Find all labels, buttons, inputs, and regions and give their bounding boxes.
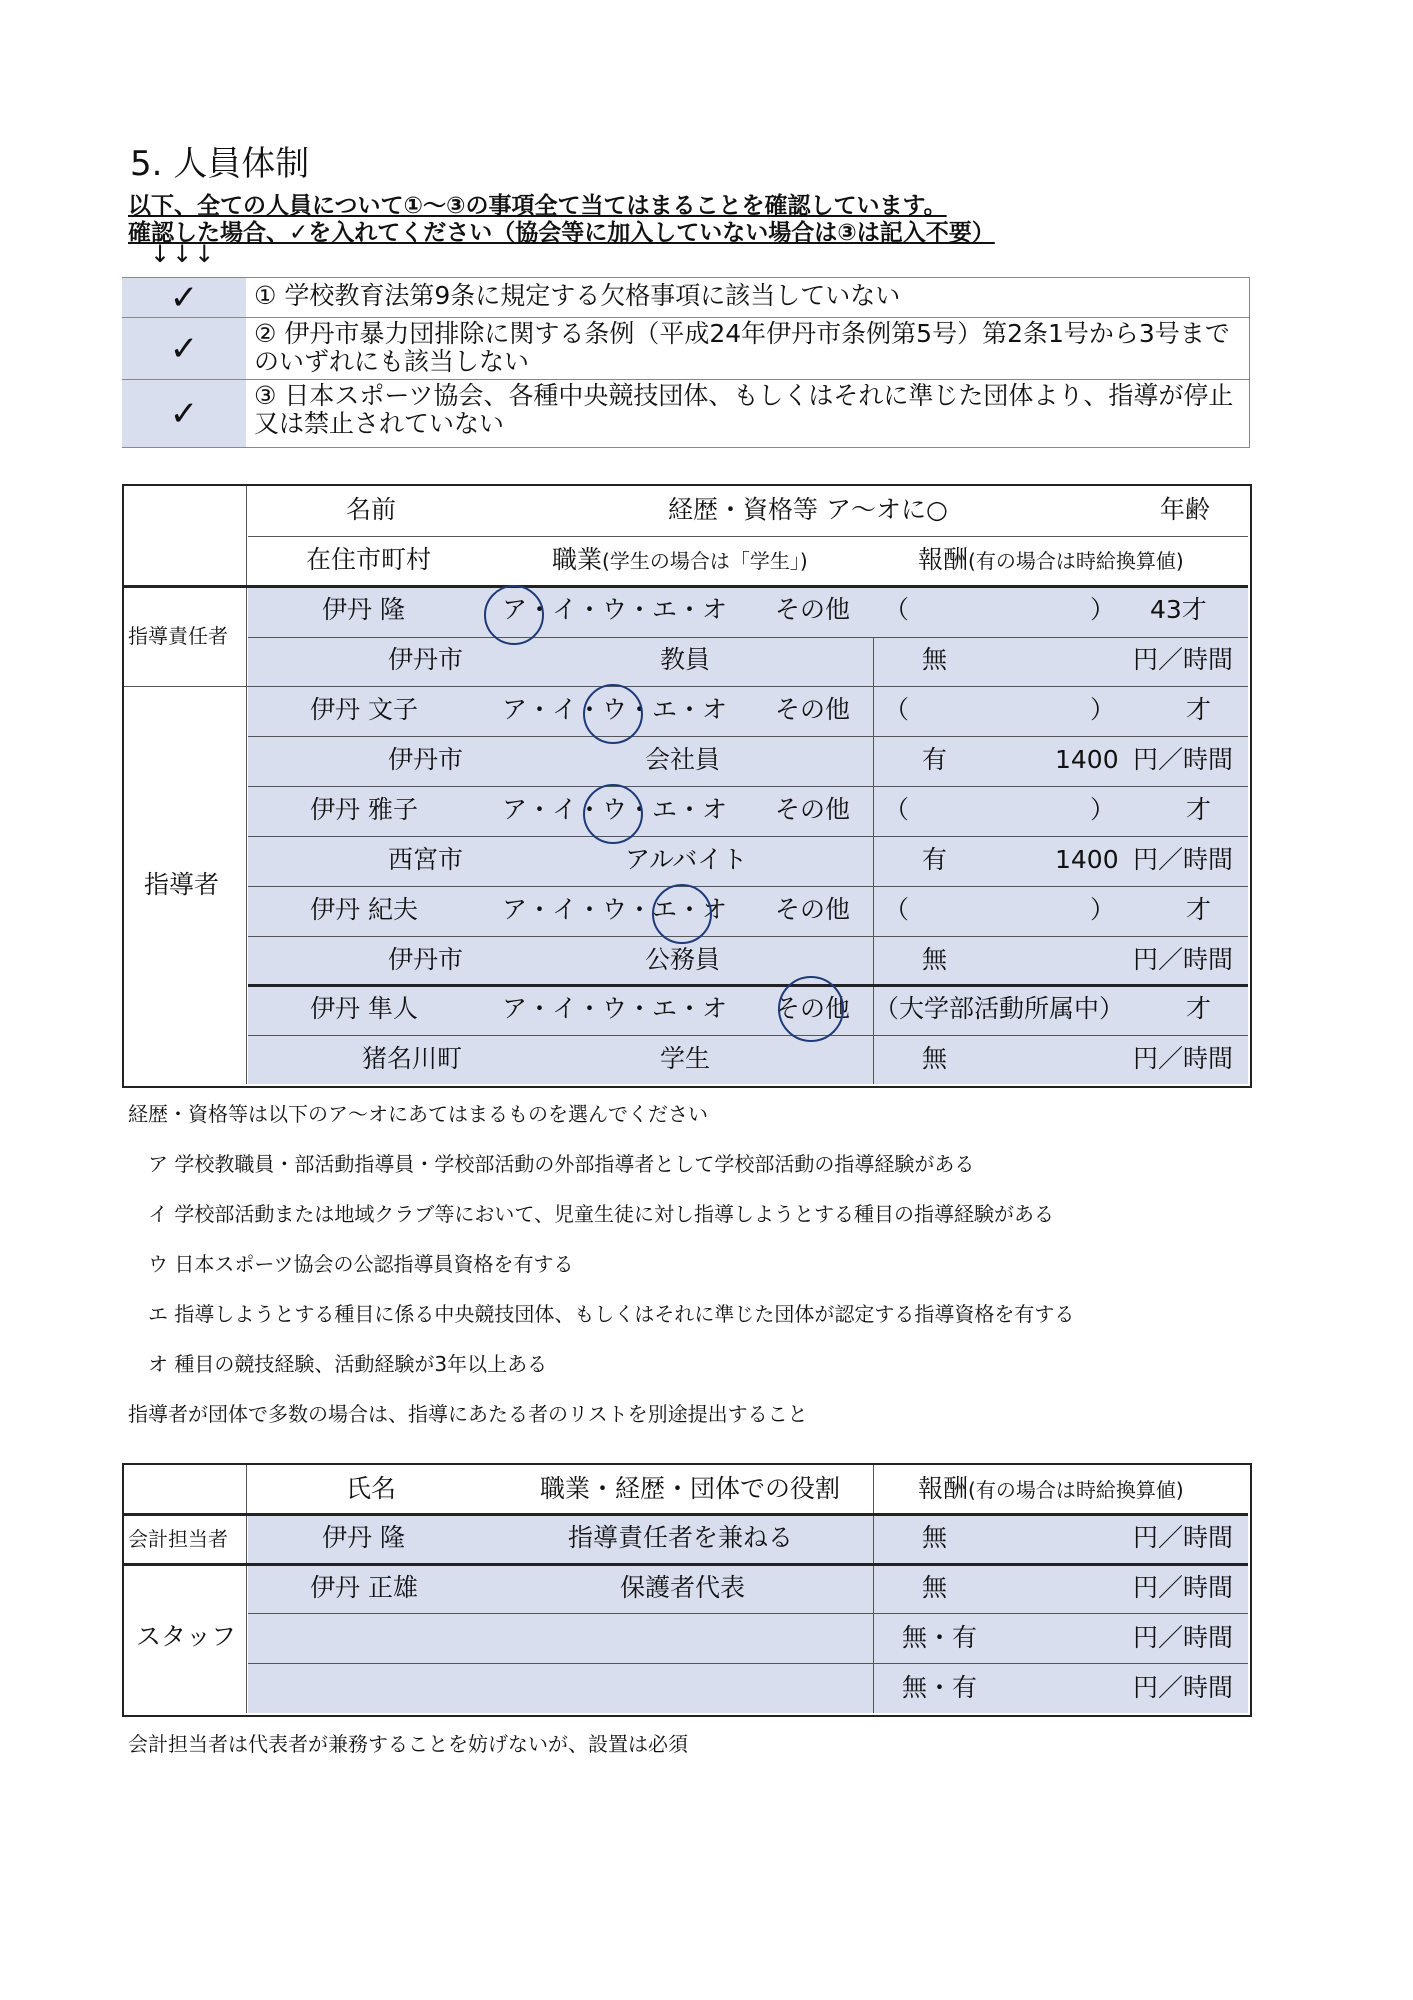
- leader-name: 伊丹 隆: [322, 595, 405, 624]
- paren-close: ）: [1090, 695, 1116, 724]
- staff-role: 保護者代表: [620, 1573, 746, 1602]
- leader-reward: 無: [922, 1044, 948, 1073]
- yen-per-hour: 円／時間: [1133, 1623, 1234, 1652]
- checkmark-icon[interactable]: ✓: [169, 278, 199, 318]
- paren-close: ）: [1090, 895, 1116, 924]
- career-other: その他: [775, 695, 851, 724]
- paren-open: （: [884, 795, 910, 824]
- legend-item: オ 種目の競技経験、活動経験が3年以上ある: [148, 1352, 548, 1376]
- checkmark-icon[interactable]: ✓: [169, 394, 199, 434]
- checklist-text: ① 学校教育法第9条に規定する欠格事項に該当していない: [254, 281, 901, 310]
- selection-circle-icon: [583, 684, 643, 744]
- staff-role: 指導責任者を兼ねる: [568, 1523, 794, 1552]
- leader-residence: 伊丹市: [388, 645, 464, 674]
- paren-close: ）: [1090, 795, 1116, 824]
- leader-name: 伊丹 文子: [310, 695, 418, 724]
- staff-header-role: 職業・経歴・団体での役割: [540, 1474, 841, 1503]
- yen-per-hour: 円／時間: [1133, 945, 1234, 974]
- leader-age: 才: [1186, 695, 1212, 724]
- staff-reward: 無・有: [902, 1673, 978, 1702]
- staff-reward: 無: [922, 1573, 948, 1602]
- checklist-item-1: [122, 277, 1250, 318]
- selection-circle-icon: [778, 976, 844, 1042]
- paren-close: ）: [1090, 595, 1116, 624]
- legend-item: ウ 日本スポーツ協会の公認指導員資格を有する: [148, 1252, 574, 1276]
- leader-name: 伊丹 隼人: [310, 994, 418, 1023]
- instruction-line-2: 確認した場合、✓を入れてください（協会等に加入していない場合は③は記入不要）: [128, 220, 995, 246]
- other-note: （大学部活動所属中）: [874, 994, 1125, 1023]
- legend-intro: 経歴・資格等は以下のア～オにあてはまるものを選んでください: [128, 1102, 708, 1126]
- leader-age: 才: [1186, 795, 1212, 824]
- legend-item: エ 指導しようとする種目に係る中央競技団体、もしくはそれに準じた団体が認定する指導資格を有する: [148, 1302, 1075, 1326]
- checklist-text: ② 伊丹市暴力団排除に関する条例（平成24年伊丹市条例第5号）第2条1号から3号までのいずれにも該当しない: [254, 319, 1230, 376]
- career-choices: ア・イ・ウ・エ・オ: [502, 795, 728, 824]
- leader-reward: 有: [922, 845, 948, 874]
- paren-open: （: [884, 895, 910, 924]
- career-choices: ア・イ・ウ・エ・オ: [502, 895, 728, 924]
- checkmark-icon[interactable]: ✓: [169, 329, 199, 369]
- paren-open: （: [884, 695, 910, 724]
- staff-reward: 無・有: [902, 1623, 978, 1652]
- leader-reward: 無: [922, 945, 948, 974]
- header-residence: 在住市町村: [306, 545, 432, 574]
- staff-reward: 無: [922, 1523, 948, 1552]
- leader-job: 公務員: [645, 945, 721, 974]
- staff-header-reward: 報酬(有の場合は時給換算値): [918, 1474, 1184, 1503]
- career-other: その他: [775, 895, 851, 924]
- leader-job: 会社員: [645, 745, 721, 774]
- leader-job: 学生: [660, 1044, 711, 1073]
- leader-reward: 有: [922, 745, 948, 774]
- header-age: 年齢: [1160, 495, 1211, 524]
- leader-amount: 1400: [1055, 745, 1119, 774]
- checklist-item-2: [122, 317, 1250, 380]
- yen-per-hour: 円／時間: [1133, 745, 1234, 774]
- leader-age: 才: [1186, 994, 1212, 1023]
- selection-circle-icon: [652, 884, 712, 944]
- career-choices: ア・イ・ウ・エ・オ: [502, 994, 728, 1023]
- leader-residence: 西宮市: [388, 845, 464, 874]
- leader-age: 才: [1186, 895, 1212, 924]
- selection-circle-icon: [583, 784, 643, 844]
- leader-name: 伊丹 紀夫: [310, 895, 418, 924]
- checklist-item-3: [122, 379, 1250, 448]
- role-instructor: 指導者: [144, 870, 220, 899]
- selection-circle-icon: [484, 585, 544, 645]
- leader-residence: 伊丹市: [388, 745, 464, 774]
- staff-name: 伊丹 隆: [322, 1523, 405, 1552]
- yen-per-hour: 円／時間: [1133, 1673, 1234, 1702]
- header-job: 職業(学生の場合は「学生」): [552, 545, 808, 574]
- role-staff: スタッフ: [136, 1622, 237, 1651]
- checklist-bottom-rule: [122, 447, 1250, 448]
- down-arrows: ↓↓↓: [150, 240, 217, 268]
- instruction-line-1: 以下、全ての人員について①～③の事項全て当てはまることを確認しています。: [128, 193, 947, 219]
- header-career: 経歴・資格等 ア～オに○: [668, 495, 948, 524]
- leader-job: 教員: [660, 645, 711, 674]
- role-chief: 指導責任者: [128, 624, 228, 648]
- section-title: 5. 人員体制: [130, 144, 310, 184]
- leader-name: 伊丹 雅子: [310, 795, 418, 824]
- checklist-right-rule: [1249, 277, 1250, 447]
- leader-age: 43才: [1150, 595, 1207, 624]
- career-other: その他: [775, 595, 851, 624]
- staff-footnote: 会計担当者は代表者が兼務することを妨げないが、設置は必須: [128, 1732, 688, 1756]
- staff-name: 伊丹 正雄: [310, 1573, 418, 1602]
- checklist-text: ③ 日本スポーツ協会、各種中央競技団体、もしくはそれに準じた団体より、指導が停止又は禁止されていない: [254, 381, 1234, 438]
- yen-per-hour: 円／時間: [1133, 845, 1234, 874]
- header-name: 名前: [346, 495, 397, 524]
- leader-residence: 猪名川町: [362, 1044, 463, 1073]
- career-other: その他: [775, 994, 851, 1023]
- leader-job: アルバイト: [625, 845, 748, 874]
- legend-item: ア 学校教職員・部活動指導員・学校部活動の外部指導者として学校部活動の指導経験がある: [148, 1152, 975, 1176]
- legend-item: イ 学校部活動または地域クラブ等において、児童生徒に対し指導しようとする種目の指導経験がある: [148, 1202, 1054, 1226]
- leader-reward: 無: [922, 645, 948, 674]
- leader-residence: 伊丹市: [388, 945, 464, 974]
- career-choices: ア・イ・ウ・エ・オ: [502, 595, 728, 624]
- header-reward: 報酬(有の場合は時給換算値): [918, 545, 1184, 574]
- paren-open: （: [884, 595, 910, 624]
- staff-header-name: 氏名: [346, 1474, 397, 1503]
- yen-per-hour: 円／時間: [1133, 1573, 1234, 1602]
- yen-per-hour: 円／時間: [1133, 645, 1234, 674]
- career-other: その他: [775, 795, 851, 824]
- career-choices: ア・イ・ウ・エ・オ: [502, 695, 728, 724]
- role-accountant: 会計担当者: [128, 1527, 228, 1551]
- yen-per-hour: 円／時間: [1133, 1523, 1234, 1552]
- group-note: 指導者が団体で多数の場合は、指導にあたる者のリストを別途提出すること: [128, 1402, 808, 1426]
- yen-per-hour: 円／時間: [1133, 1044, 1234, 1073]
- leader-amount: 1400: [1055, 845, 1119, 874]
